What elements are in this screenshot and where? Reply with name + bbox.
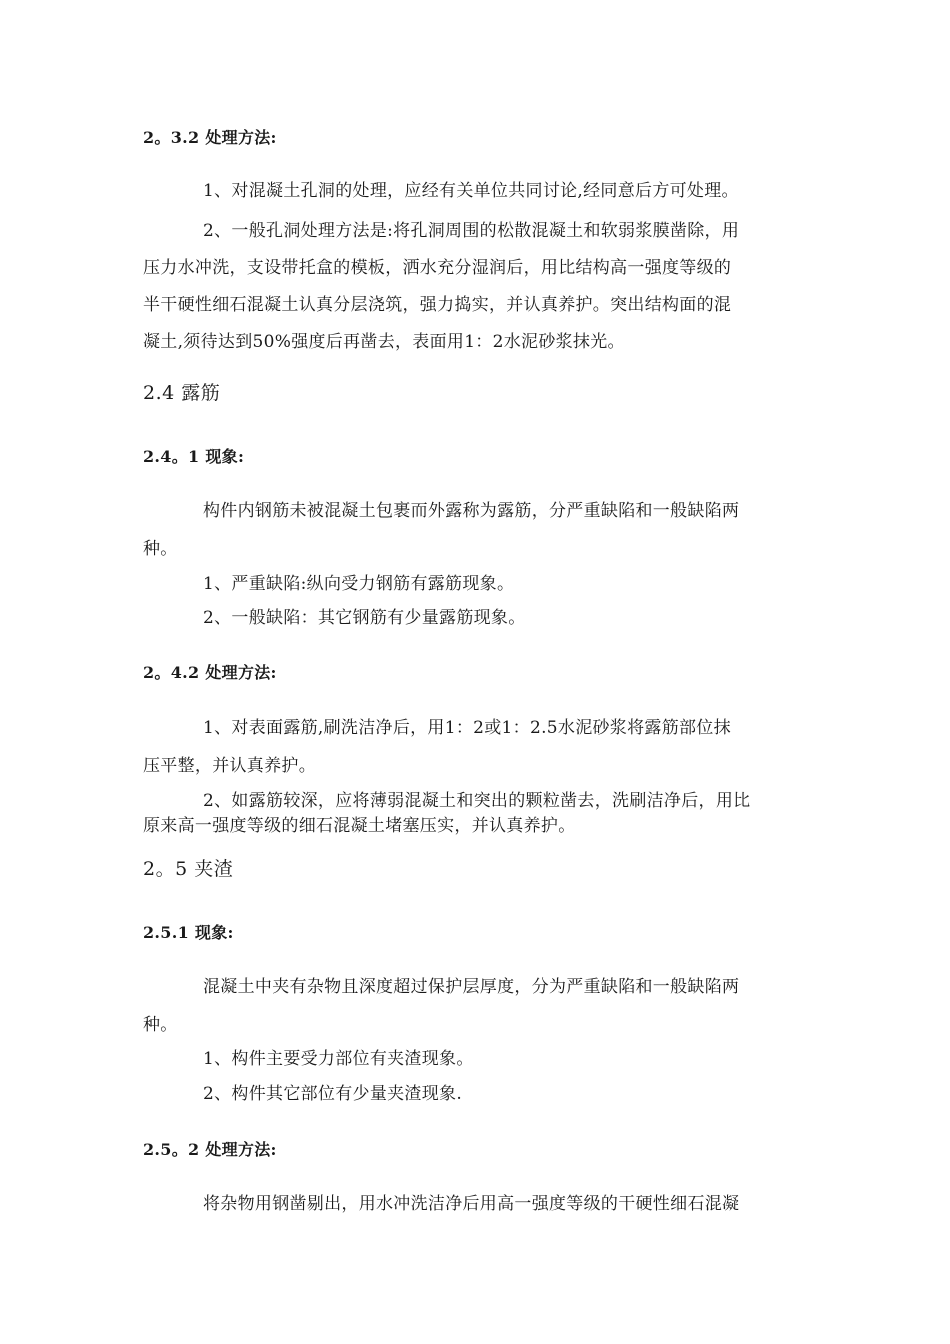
paragraph-2-3-2-item-2-line-1: 2、一般孔洞处理方法是:将孔洞周围的松散混凝土和软弱浆膜凿除，用 (203, 221, 740, 241)
heading-2-5-2: 2.5。2 处理方法: (143, 1140, 277, 1159)
paragraph-2-5-2-line-1: 将杂物用钢凿剔出，用水冲洗洁净后用高一强度等级的干硬性细石混凝 (203, 1194, 740, 1214)
paragraph-2-4-1-item-2: 2、一般缺陷：其它钢筋有少量露筋现象。 (203, 608, 526, 628)
paragraph-2-4-2-item-1-line-2: 压平整，并认真养护。 (143, 756, 316, 776)
section-heading-2-5: 2。5 夹渣 (143, 858, 234, 880)
paragraph-2-3-2-item-2-line-2: 压力水冲洗，支设带托盒的模板，洒水充分湿润后，用比结构高一强度等级的 (143, 258, 732, 278)
paragraph-2-5-1-line-1: 混凝土中夹有杂物且深度超过保护层厚度，分为严重缺陷和一般缺陷两 (203, 977, 740, 997)
paragraph-2-3-2-item-1: 1、对混凝土孔洞的处理，应经有关单位共同讨论,经同意后方可处理。 (203, 181, 739, 201)
paragraph-2-5-1-item-2: 2、构件其它部位有少量夹渣现象. (203, 1084, 463, 1104)
paragraph-2-3-2-item-2-line-4: 凝土,须待达到50%强度后再凿去，表面用1：2水泥砂浆抹光。 (143, 332, 625, 352)
paragraph-2-5-1-item-1: 1、构件主要受力部位有夹渣现象。 (203, 1049, 474, 1069)
paragraph-2-4-2-item-2-line-1: 2、如露筋较深，应将薄弱混凝土和突出的颗粒凿去，洗刷洁净后，用比 (203, 791, 751, 811)
heading-2-5-1: 2.5.1 现象: (143, 923, 234, 942)
paragraph-2-4-1-line-2: 种。 (143, 539, 178, 559)
section-heading-2-4: 2.4 露筋 (143, 382, 221, 404)
paragraph-2-4-1-line-1: 构件内钢筋未被混凝土包裹而外露称为露筋，分严重缺陷和一般缺陷两 (203, 501, 740, 521)
paragraph-2-4-1-item-1: 1、严重缺陷:纵向受力钢筋有露筋现象。 (203, 574, 515, 594)
heading-2-4-1: 2.4。1 现象: (143, 447, 245, 466)
paragraph-2-5-1-line-2: 种。 (143, 1015, 178, 1035)
heading-2-3-2: 2。3.2 处理方法: (143, 128, 277, 147)
heading-2-4-2: 2。4.2 处理方法: (143, 663, 277, 682)
paragraph-2-3-2-item-2-line-3: 半干硬性细石混凝土认真分层浇筑，强力捣实，并认真养护。突出结构面的混 (143, 295, 732, 315)
paragraph-2-4-2-item-2-line-2: 原来高一强度等级的细石混凝土堵塞压实，并认真养护。 (143, 816, 576, 836)
paragraph-2-4-2-item-1-line-1: 1、对表面露筋,刷洗洁净后，用1：2或1：2.5水泥砂浆将露筋部位抹 (203, 718, 731, 738)
